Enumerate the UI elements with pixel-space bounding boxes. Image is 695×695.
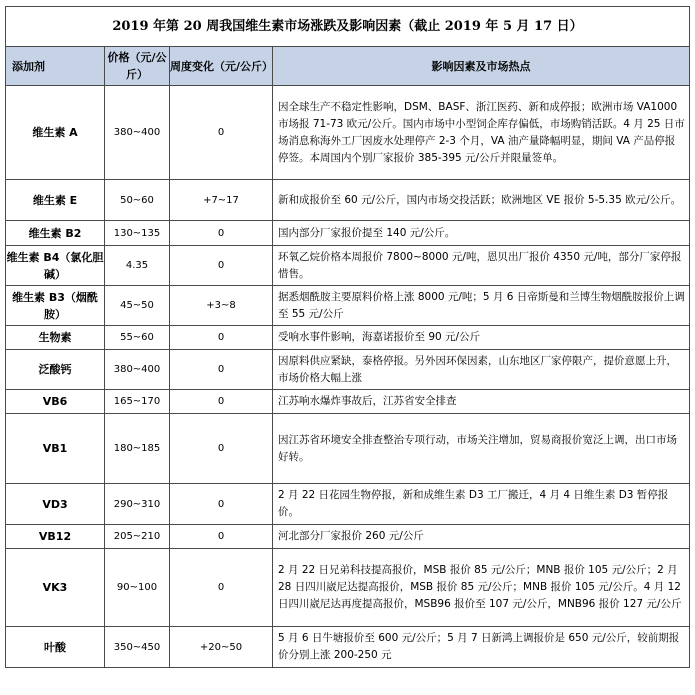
table-row	[6, 350, 690, 390]
table-row	[6, 221, 690, 246]
table-title: 2019 年第 20 周我国维生素市场涨跌及影响因素（截止 2019 年 5 月 17 日）	[6, 7, 690, 47]
factor-cell: 新和成报价至 60 元/公斤，国内市场交投活跃；欧洲地区 VE 报价 5-5.35 欧元/公斤。	[273, 180, 690, 221]
factor-cell: 河北部分厂家报价 260 元/公斤	[273, 525, 690, 549]
price-cell: 4.35	[105, 246, 170, 286]
table-row	[6, 627, 690, 668]
table-row	[6, 326, 690, 350]
vitamin-market-table	[5, 6, 690, 668]
header-additive: 添加剂	[6, 47, 105, 86]
additive-name: VB12	[6, 525, 105, 549]
table-row	[6, 549, 690, 627]
factor-cell: 受响水事件影响，海嘉诺报价至 90 元/公斤	[273, 326, 690, 350]
change-cell: 0	[170, 350, 273, 390]
price-cell: 50~60	[105, 180, 170, 221]
change-cell: +7~17	[170, 180, 273, 221]
factor-cell: 2 月 22 日花园生物停报，新和成维生素 D3 工厂搬迁，4 月 4 日维生素 D3 暂停报价。	[273, 484, 690, 525]
header-row	[6, 47, 690, 86]
factor-cell: 2 月 22 日兄弟科技提高报价，MSB 报价 85 元/公斤；MNB 报价 105 元/公斤；2 月 28 日四川崴尼达提高报价，MSB 报价 85 元/公斤；MNB 报价 105 元/公斤。4 月 12 日四川崴尼达再度提高报价，MSB96 报价至 107 元/公斤，MNB96 报价 127 元/公斤	[273, 549, 690, 627]
change-cell: 0	[170, 246, 273, 286]
additive-name: 叶酸	[6, 627, 105, 668]
additive-name: 维生素 B2	[6, 221, 105, 246]
additive-name: 生物素	[6, 326, 105, 350]
price-cell: 380~400	[105, 86, 170, 180]
table-row	[6, 286, 690, 326]
additive-name: VB1	[6, 414, 105, 484]
change-cell: 0	[170, 326, 273, 350]
table-row	[6, 246, 690, 286]
change-cell: +3~8	[170, 286, 273, 326]
change-cell: 0	[170, 86, 273, 180]
change-cell: 0	[170, 221, 273, 246]
price-cell: 205~210	[105, 525, 170, 549]
table-row	[6, 180, 690, 221]
factor-cell: 因原料供应紧缺，泰格停报。另外因环保因素，山东地区厂家停限产，提价意愿上升，市场价格大幅上涨	[273, 350, 690, 390]
factor-cell: 因全球生产不稳定性影响，DSM、BASF、浙江医药、新和成停报；欧洲市场 VA1000 市场报 71-73 欧元/公斤。国内市场中小型饲企库存偏低，市场购销活跃。4 月 25 日市场消息称海外工厂因废水处理停产 2-3 个月，VA 油产量降幅明显，期间 VA 产品停报停签。本周国内个别厂家报价 385-395 元/公斤并限量签单。	[273, 86, 690, 180]
price-cell: 90~100	[105, 549, 170, 627]
table-row	[6, 86, 690, 180]
additive-name: VD3	[6, 484, 105, 525]
additive-name: VB6	[6, 390, 105, 414]
additive-name: 维生素 B3（烟酰胺）	[6, 286, 105, 326]
table-row	[6, 390, 690, 414]
factor-cell: 环氧乙烷价格本周报价 7800~8000 元/吨，恩贝出厂报价 4350 元/吨，部分厂家停报惜售。	[273, 246, 690, 286]
factor-cell: 因江苏省环境安全排查整治专项行动，市场关注增加，贸易商报价宽泛上调，出口市场好转。	[273, 414, 690, 484]
price-cell: 130~135	[105, 221, 170, 246]
additive-name: 维生素 E	[6, 180, 105, 221]
price-cell: 55~60	[105, 326, 170, 350]
change-cell: +20~50	[170, 627, 273, 668]
factor-cell: 5 月 6 日牛塘报价至 600 元/公斤；5 月 7 日新鸿上调报价是 650 元/公斤，较前期报价分别上涨 200-250 元	[273, 627, 690, 668]
change-cell: 0	[170, 390, 273, 414]
additive-name: 泛酸钙	[6, 350, 105, 390]
change-cell: 0	[170, 525, 273, 549]
price-cell: 290~310	[105, 484, 170, 525]
header-factors: 影响因素及市场热点	[273, 47, 690, 86]
table-row	[6, 414, 690, 484]
factor-cell: 据悉烟酰胺主要原料价格上涨 8000 元/吨；5 月 6 日帝斯曼和兰博生物烟酰胺报价上调至 55 元/公斤	[273, 286, 690, 326]
header-change: 周度变化（元/公斤）	[170, 47, 273, 86]
factor-cell: 国内部分厂家报价提至 140 元/公斤。	[273, 221, 690, 246]
table-row	[6, 525, 690, 549]
price-cell: 380~400	[105, 350, 170, 390]
table-row	[6, 484, 690, 525]
table-body	[6, 7, 690, 668]
price-cell: 350~450	[105, 627, 170, 668]
change-cell: 0	[170, 549, 273, 627]
price-cell: 45~50	[105, 286, 170, 326]
change-cell: 0	[170, 484, 273, 525]
header-price: 价格（元/公斤）	[105, 47, 170, 86]
additive-name: 维生素 A	[6, 86, 105, 180]
change-cell: 0	[170, 414, 273, 484]
additive-name: 维生素 B4（氯化胆碱）	[6, 246, 105, 286]
title-row	[6, 7, 690, 47]
price-cell: 165~170	[105, 390, 170, 414]
factor-cell: 江苏响水爆炸事故后，江苏省安全排查	[273, 390, 690, 414]
additive-name: VK3	[6, 549, 105, 627]
price-cell: 180~185	[105, 414, 170, 484]
